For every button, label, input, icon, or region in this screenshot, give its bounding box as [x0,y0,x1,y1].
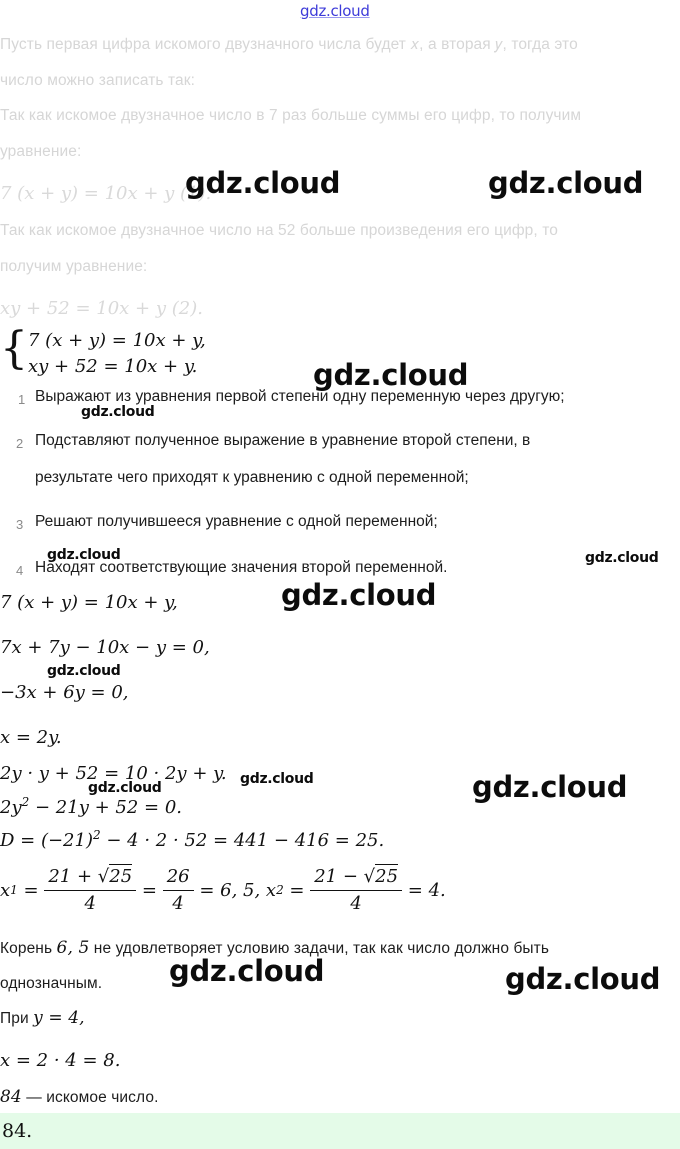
watermark: gdz.cloud [47,663,121,679]
discriminant-line: $D = (-21)^2 - 4 \cdot 2 \cdot 52 = 441 - 416 = 25$. [0,828,385,851]
answer-box [0,1113,680,1149]
step-text-3: Решают получившееся уравнение с одной переменной; [35,513,438,530]
conclusion-line-5: 84 — искомое число. [0,1087,159,1107]
fraction-2: $\frac{26}{4}$ [163,866,194,914]
equation-1: 7 (x + y) = 10x + y (1). [0,183,212,204]
fraction-1: $\frac{21 + √25}{4}$ [44,866,136,914]
roots-line: x 1 = $\frac{21 + √25}{4}$ = $\frac{26}{4}$ = 6, 5, x 2 = $\frac{21 - √25}{4}$ = 4. [0,866,446,914]
answer-value: 84. [2,1120,33,1142]
intro-line-4: уравнение: [0,143,82,160]
step-text-1: Выражают из уравнения первой степени одну переменную через другую; [35,388,565,405]
system-row-1: 7 (x + y) = 10x + y, [28,330,206,351]
step-text-4: Находят соответствующие значения второй переменной. [35,559,448,576]
fraction-3: $\frac{21 - √25}{4}$ [310,866,402,914]
watermark: gdz.cloud [240,771,314,787]
intro-line-6: получим уравнение: [0,258,148,275]
watermark: gdz.cloud [472,770,628,804]
conclusion-line-3: При y = 4, [0,1008,85,1028]
watermark: gdz.cloud [505,962,661,996]
step-number-1: 1 [18,392,26,407]
conclusion-line-1: Корень 6, 5 не удовлетворяет условию задачи, так как число должно быть [0,938,550,958]
watermark: gdz.cloud [281,578,437,612]
watermark: gdz.cloud [488,166,644,200]
step-number-3: 3 [16,517,24,532]
step-text-2a: Подставляют полученное выражение в уравнение второй степени, в [35,432,531,449]
watermark: gdz.cloud [88,780,162,796]
intro-line-1: Пусть первая цифра искомого двузначного числа будет 𝑥, а вторая 𝑦, тогда это [0,36,578,53]
intro-line-2: число можно записать так: [0,72,196,89]
watermark: gdz.cloud [47,547,121,563]
watermark-top: gdz.cloud [300,2,370,20]
system-row-2: xy + 52 = 10x + y. [28,356,198,377]
step-number-2: 2 [16,436,24,451]
watermark: gdz.cloud [169,954,325,988]
watermark: gdz.cloud [185,166,341,200]
solution-line-6: $2y^2 - 21y + 52 = 0$. [0,795,182,818]
solution-line-4: x = 2y. [0,727,62,748]
intro-line-5: Так как искомое двузначное число на 52 больше произведения его цифр, то [0,222,558,239]
conclusion-line-2: однозначным. [0,975,103,992]
step-text-2b: результате чего приходят к уравнению с одной переменной; [35,469,469,486]
conclusion-line-4: x = 2 · 4 = 8. [0,1050,121,1071]
step-number-4: 4 [16,563,24,578]
watermark: gdz.cloud [313,358,469,392]
solution-line-5: 2y · y + 52 = 10 · 2y + y. [0,763,227,784]
solution-line-2: 7x + 7y − 10x − y = 0, [0,637,210,658]
watermark: gdz.cloud [81,404,155,420]
solution-line-3: −3x + 6y = 0, [0,682,129,703]
intro-line-3: Так как искомое двузначное число в 7 раз больше суммы его цифр, то получим [0,107,582,124]
solution-line-1: 7 (x + y) = 10x + y, [0,592,178,613]
left-brace: { [0,323,28,374]
equation-2: xy + 52 = 10x + y (2). [0,298,203,319]
watermark: gdz.cloud [585,550,659,566]
